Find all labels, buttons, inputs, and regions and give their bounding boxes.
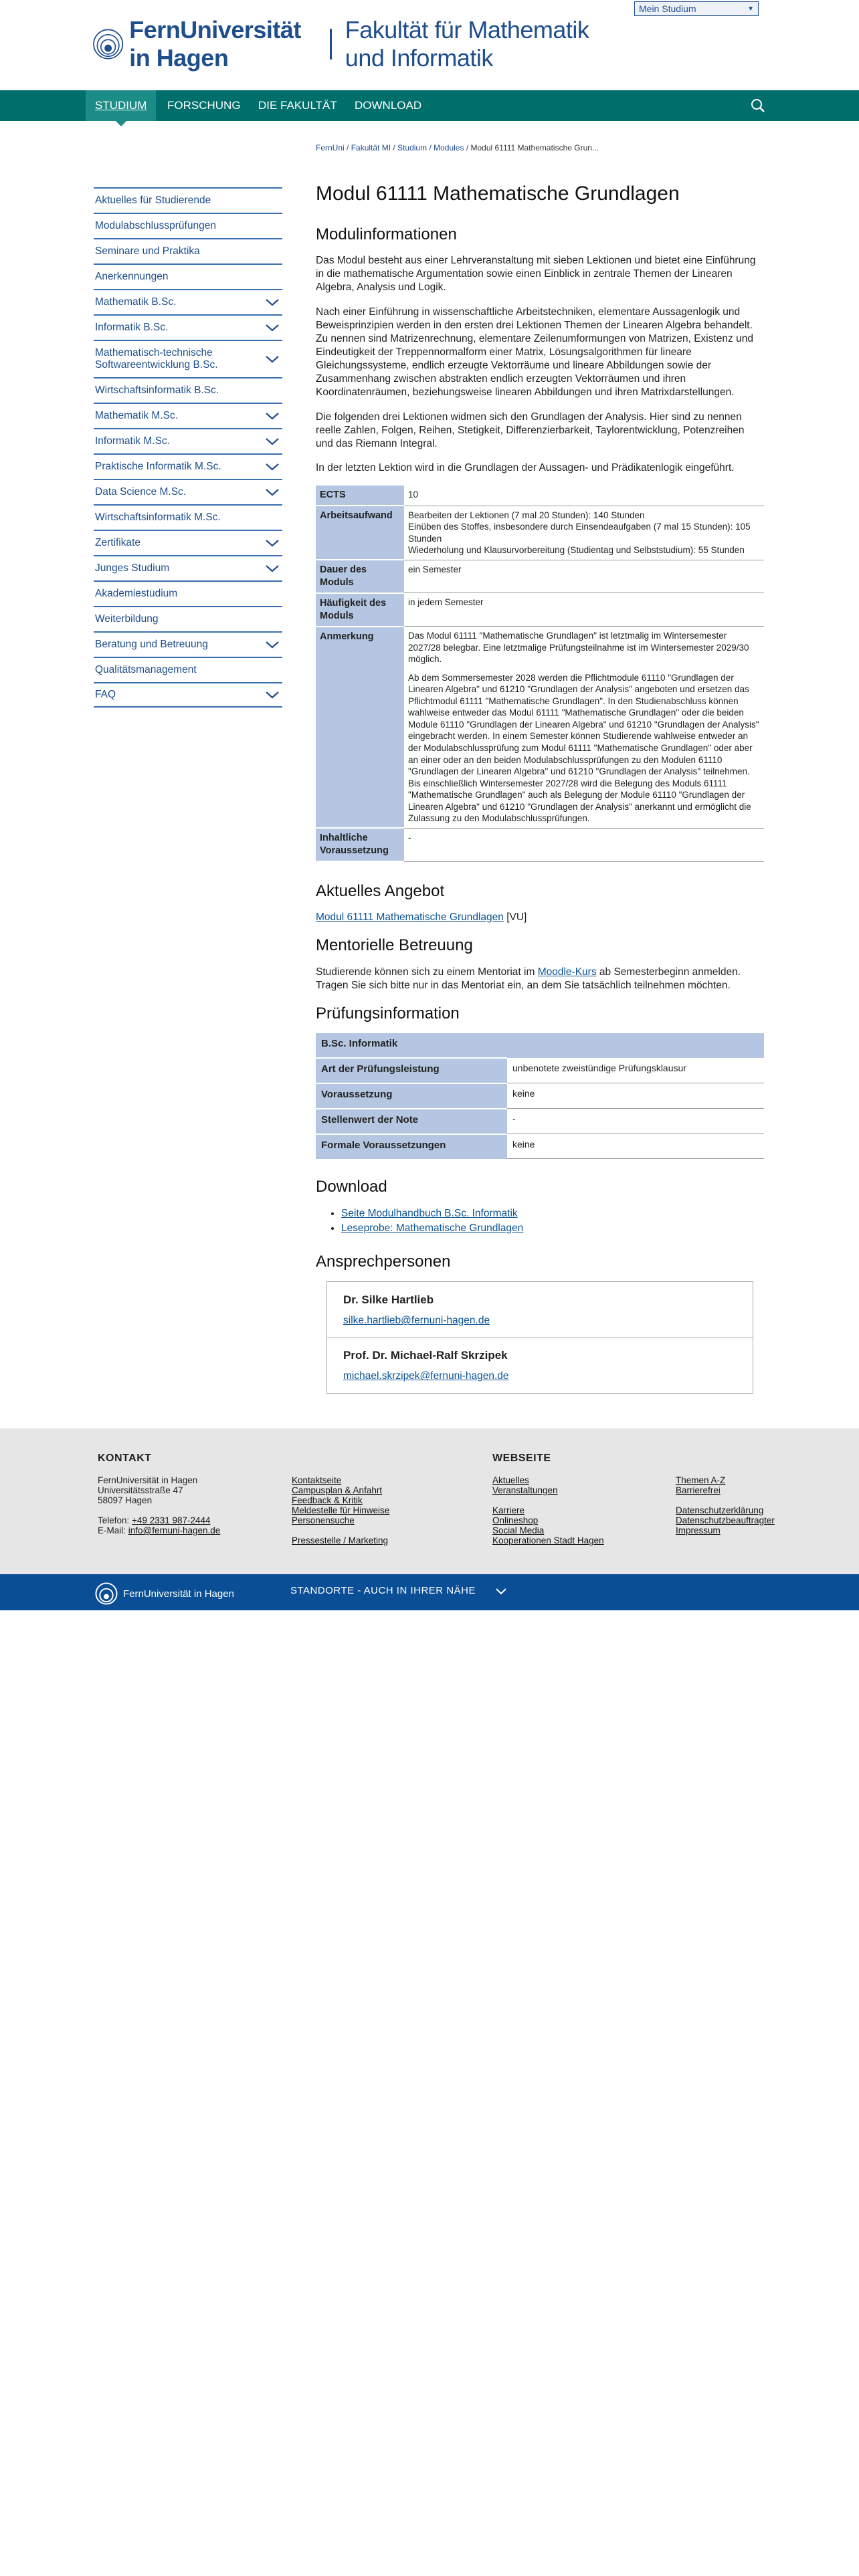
sidebar-item[interactable] [94,340,282,377]
anmerkung-label: Anmerkung [316,627,404,829]
module-description: In der letzten Lektion wird in die Grundlagen der Aussagen- und Prädikatenlogik eingeführt. [316,462,735,474]
sidebar-item-label: Beratung und Betreuung [95,639,208,650]
pruefung-label: Voraussetzung [316,1083,507,1109]
inhaltliche-voraussetzung-label: Inhaltliche Voraussetzung [316,828,404,861]
mentoriell-text-part: ab Semesterbeginn anmelden. Tragen Sie sich bitte nur in das Mentoriat ein, an dem Sie tatsächlich teilnehmen möchten. [316,966,741,991]
contact-card [327,1282,753,1337]
contact-card [327,1337,753,1392]
sidebar-item-label: Data Science M.Sc. [95,486,187,498]
arbeitsaufwand-label: Arbeitsaufwand [316,506,404,560]
chevron-down-icon[interactable] [265,354,280,364]
footer-link[interactable]: Campusplan & Anfahrt [292,1485,383,1495]
sidebar-item-label: Zertifikate [95,537,141,548]
breadcrumb-current: Modul 61111 Mathematische Grun... [470,143,599,152]
mein-studium-select[interactable] [634,1,759,16]
contact-email-link[interactable]: silke.hartlieb@fernuni-hagen.de [343,1315,490,1327]
sidebar-item-label: Mathematik B.Sc. [95,296,177,308]
sidebar-item-label: Aktuelles für Studierende [95,195,211,206]
footer-links-service [292,1475,389,1545]
module-description: Die folgenden drei Lektionen widmen sich den Grundlagen der Analysis. Hier sind zu nennen reelle Zahlen, Folgen, Reihen, Stetigkeit, Differenzierbarkeit, Taylorentwicklung, Potenzreihen und das Riemann Integral. [316,411,745,449]
sidebar-item-label: Anerkennungen [95,271,169,282]
chevron-down-icon[interactable] [265,640,280,649]
sidebar-item-label: Weiterbildung [95,613,159,625]
section-heading-download: Download [316,1178,387,1196]
address-line: Universitätsstraße 47 [98,1485,183,1495]
footer-link[interactable]: Onlineshop [492,1515,539,1525]
address-line: 58097 Hagen [98,1495,153,1505]
sidebar-item-label: Praktische Informatik M.Sc. [95,461,221,472]
site-footer [0,1428,859,1574]
breadcrumb-item[interactable]: Studium [397,143,427,152]
sidebar-item[interactable] [94,453,282,479]
sidebar-item[interactable] [94,213,282,238]
chevron-down-icon[interactable] [265,462,280,471]
download-link[interactable]: Leseprobe: Mathematische Grundlagen [341,1222,524,1234]
sidebar-item-label: Informatik B.Sc. [95,322,169,333]
sidebar-item-label: Informatik M.Sc. [95,435,170,447]
anmerkung-paragraph: Das Modul 61111 "Mathematische Grundlagen" ist letztmalig im Wintersemester 2027/28 belegbar. Eine letztmalige Prüfungsteilnahme ist im Wintersemester 2029/30 möglich. [408,631,749,665]
footer-link[interactable]: Barrierefrei [676,1485,721,1495]
anmerkung-paragraph: Bis einschließlich Wintersemester 2027/28 wird die Belegung des Moduls 61111 "Mathematische Grundlagen" auch als Belegung der Module 61110 "Grundlagen der Linearen Algebra" und 61210 "Grundlagen der Analysis" anerkannt und ermöglicht die Zulassung zu den Modulabschlussprüfungen. [408,778,751,824]
search-icon[interactable] [751,98,765,113]
chevron-down-icon[interactable] [265,488,280,497]
module-description: Nach einer Einführung in wissenschaftliche Arbeitstechniken, elementare Aussagenlogik und Beweisprinzipien werden in den ersten drei Lektionen Themen der Linearen Algebra behandelt. Zu nennen sind Matrizenrechnung, elementare Zeilenumformungen von Matrizen, Existenz und Eindeutigkeit der Treppennormalform einer Matrix, Lösungsalgorithmen für lineare Gleichungssysteme, endlich erzeugte Vektorräume und lineare Abbildungen sowie der Zusammenhang zwischen abstrakten endlich erzeugten Vektorräumen und ihren Koordinatenräumen, beziehungsweise linearen Abbildungen und ihren Matrixdarstellungen. [316,306,753,399]
sidebar-item-label: Mathematisch-technische Softwareentwicklung B.Sc. [95,347,218,370]
chevron-down-icon[interactable] [495,1588,507,1596]
download-list [316,1207,764,1235]
footer-link[interactable]: Aktuelles [492,1475,529,1485]
chevron-down-icon[interactable] [265,298,280,307]
mein-studium-value: Mein Studium [639,3,696,14]
sidebar-item[interactable] [94,403,282,428]
fernuni-logo-icon [92,21,124,68]
sidebar-item[interactable] [94,289,282,314]
moodle-kurs-link[interactable]: Moodle-Kurs [537,966,597,978]
page-title: Modul 61111 Mathematische Grundlagen [316,183,680,205]
sidebar-item[interactable] [94,530,282,555]
footer-kontakt [98,1453,220,1535]
nav-item-forschung[interactable]: FORSCHUNG [167,99,241,112]
sidebar-item-label: FAQ [95,689,116,700]
pruefung-value: keine [507,1083,764,1109]
section-heading-ansprechpersonen: Ansprechpersonen [316,1252,451,1271]
site-logo[interactable] [92,17,614,71]
pruefung-value: - [507,1109,764,1134]
faculty-name: Fakultät für Mathematik und Informatik [345,16,589,72]
anmerkung-paragraph: Ab dem Sommersemester 2028 werden die Pflichtmodule 61110 "Grundlagen der Linearen Algebra" und 61210 "Grundlagen der Analysis" angeboten und ersetzen das Pflichtmodul 61111 "Mathematische Grundlagen". In den Studienabschluss können wahlweise entweder das Modul 61111 "Mathematische Grundlagen" oder die beiden Module 61110 "Grundlagen der Linearen Algebra" und 61210 "Grundlagen der Analysis" eingebracht werden. In einem Semester können Studierende wahlweise entweder an der Modulabschlussprüfung zum Modul 61111 "Mathematische Grundlagen" oder aber an einer oder an den beiden Modulabschlussprüfungen zu den Modulen 61110 "Grundlagen der Linearen Algebra" und 61210 "Grundlagen der Analysis" teilnehmen. [408,672,759,777]
sidebar-item-label: Wirtschaftsinformatik M.Sc. [95,512,221,523]
footer-link[interactable]: Datenschutzbeauftragter [676,1515,775,1525]
bottom-bar [0,1574,859,1610]
footer-link[interactable]: Pressestelle / Marketing [292,1535,389,1545]
module-description: Das Modul besteht aus einer Lehrveranstaltung mit sieben Lektionen und bietet eine Einführung in die mathematische Argumentation sowie einen Einblick in zentrale Themen der Linearen Algebra, Analysis und Logik. [316,255,756,294]
footer-link[interactable]: Kontaktseite [292,1475,342,1485]
standorte-toggle[interactable]: STANDORTE - AUCH IN IHRER NÄHE [290,1585,476,1596]
phone-label: Telefon: [98,1515,132,1525]
footer-heading: KONTAKT [98,1453,152,1464]
dropdown-arrow-icon: ▼ [747,5,754,13]
ects-value: 10 [404,486,764,506]
ects-label: ECTS [316,486,404,506]
section-heading-aktuelles-angebot: Aktuelles Angebot [316,882,445,900]
footer-logo-text: FernUniversität in Hagen [123,1588,234,1600]
footer-link[interactable]: Veranstaltungen [492,1485,558,1495]
email-line [98,1525,220,1535]
footer-webseite [492,1453,604,1545]
inhaltliche-voraussetzung-value: - [404,828,764,861]
sidebar-item[interactable] [94,377,282,403]
arbeitsaufwand-line: Wiederholung und Klausurvorbereitung (Studientag und Selbststudium): 55 Stunden [408,545,745,556]
sidebar-item-label: Junges Studium [95,562,170,574]
logo-divider [330,29,332,60]
address-line: FernUniversität in Hagen [98,1475,198,1485]
pruefung-program: B.Sc. Informatik [316,1033,764,1058]
mentoriell-text-part: Studierende können sich zu einem Mentoriat im [316,966,538,978]
footer-link[interactable]: Feedback & Kritik [292,1495,363,1505]
breadcrumb-item[interactable]: Modules [434,143,464,152]
sidebar-item[interactable] [94,580,282,606]
chevron-down-icon[interactable] [265,437,280,446]
list-item [341,1222,764,1235]
footer-logo[interactable] [95,1582,234,1605]
arbeitsaufwand-value [404,506,764,560]
sidebar-item[interactable] [94,187,282,213]
sidebar-navigation [94,187,282,708]
section-heading-pruefungsinformation: Prüfungsinformation [316,1004,460,1023]
contact-name: Prof. Dr. Michael-Ralf Skrzipek [343,1349,508,1362]
angebot-link[interactable]: Modul 61111 Mathematische Grundlagen [316,911,504,924]
arbeitsaufwand-line: Bearbeiten der Lektionen (7 mal 20 Stunden): 140 Stunden [408,510,645,520]
sidebar-item[interactable] [94,606,282,631]
list-item [341,1207,764,1220]
phone-link[interactable]: +49 2331 987-2444 [132,1515,211,1525]
sidebar-item[interactable] [94,555,282,580]
footer-link[interactable]: Personensuche [292,1515,355,1525]
dauer-value: ein Semester [404,560,764,593]
mentoriell-text [316,966,764,992]
phone-line [98,1515,220,1525]
anmerkung-value [404,627,764,829]
contact-email-link[interactable]: michael.skrzipek@fernuni-hagen.de [343,1370,509,1382]
university-name: FernUniversität in Hagen [129,16,301,72]
footer-link[interactable]: Datenschutzerklärung [676,1505,764,1515]
breadcrumb-item[interactable]: FernUni [316,143,345,152]
nav-item-studium[interactable]: STUDIUM [86,90,156,121]
sidebar-item[interactable] [94,428,282,453]
footer-link[interactable]: Karriere [492,1505,525,1515]
pruefung-label: Art der Prüfungsleistung [316,1058,507,1083]
arbeitsaufwand-line: Einüben des Stoffes, insbesondere durch Einsendeaufgaben (7 mal 15 Stunden): 105 Stunden [408,522,751,544]
chevron-down-icon[interactable] [265,690,280,700]
footer-link[interactable]: Social Media [492,1525,545,1535]
sidebar-item[interactable] [94,263,282,289]
haeufigkeit-label: Häufigkeit des Moduls [316,593,404,627]
email-link[interactable]: info@fernuni-hagen.de [128,1525,221,1535]
section-heading-modulinformationen: Modulinformationen [316,225,457,243]
sidebar-item-label: Wirtschaftsinformatik B.Sc. [95,385,219,396]
sidebar-item[interactable] [94,479,282,504]
download-link[interactable]: Seite Modulhandbuch B.Sc. Informatik [341,1207,518,1219]
pruefung-table [316,1033,764,1160]
sidebar-item[interactable] [94,657,282,682]
fernuni-logo-icon [95,1582,118,1605]
site-header [0,0,859,90]
pruefung-label: Formale Voraussetzungen [316,1134,507,1159]
footer-link[interactable]: Impressum [676,1525,721,1535]
contact-name: Dr. Silke Hartlieb [343,1293,434,1307]
chevron-down-icon[interactable] [265,411,280,421]
dauer-label: Dauer des Moduls [316,560,404,593]
pruefung-value: unbenotete zweistündige Prüfungsklausur [507,1058,764,1083]
chevron-down-icon[interactable] [265,323,280,332]
main-navigation [0,90,859,121]
sidebar-item-label: Akademiestudium [95,588,178,599]
sidebar-item-label: Seminare und Praktika [95,245,200,257]
angebot-type: [VU] [503,911,527,924]
sidebar-item[interactable] [94,631,282,657]
sidebar-item[interactable] [94,314,282,340]
sidebar-item[interactable] [94,504,282,530]
pruefung-value: keine [507,1134,764,1159]
angebot-entry [316,911,764,924]
section-heading-mentorielle-betreuung: Mentorielle Betreuung [316,936,473,955]
sidebar-item[interactable] [94,682,282,708]
sidebar-item-label: Mathematik M.Sc. [95,410,179,421]
footer-link[interactable]: Kooperationen Stadt Hagen [492,1535,604,1545]
module-info-table [316,486,764,862]
footer-links-legal [676,1475,775,1535]
breadcrumb: FernUni / Fakultät MI / Studium / Modules / Modul 61111 Mathematische Grun... [316,143,599,152]
nav-item-die-fakultaet[interactable]: DIE FAKULTÄT [258,99,337,112]
haeufigkeit-value: in jedem Semester [404,593,764,627]
footer-link[interactable]: Themen A-Z [676,1475,726,1485]
sidebar-item[interactable] [94,238,282,263]
footer-link[interactable]: Meldestelle für Hinweise [292,1505,390,1515]
sidebar-item-label: Modulabschlussprüfungen [95,220,216,231]
contact-list [326,1281,753,1393]
chevron-down-icon[interactable] [265,538,280,548]
pruefung-label: Stellenwert der Note [316,1109,507,1134]
sidebar-item-label: Qualitätsmanagement [95,664,197,675]
main-content [316,175,764,1442]
nav-item-download[interactable]: DOWNLOAD [355,99,422,112]
email-label: E-Mail: [98,1525,128,1535]
breadcrumb-item[interactable]: Fakultät MI [351,143,391,152]
footer-heading: WEBSEITE [492,1453,551,1464]
chevron-down-icon[interactable] [265,564,280,573]
